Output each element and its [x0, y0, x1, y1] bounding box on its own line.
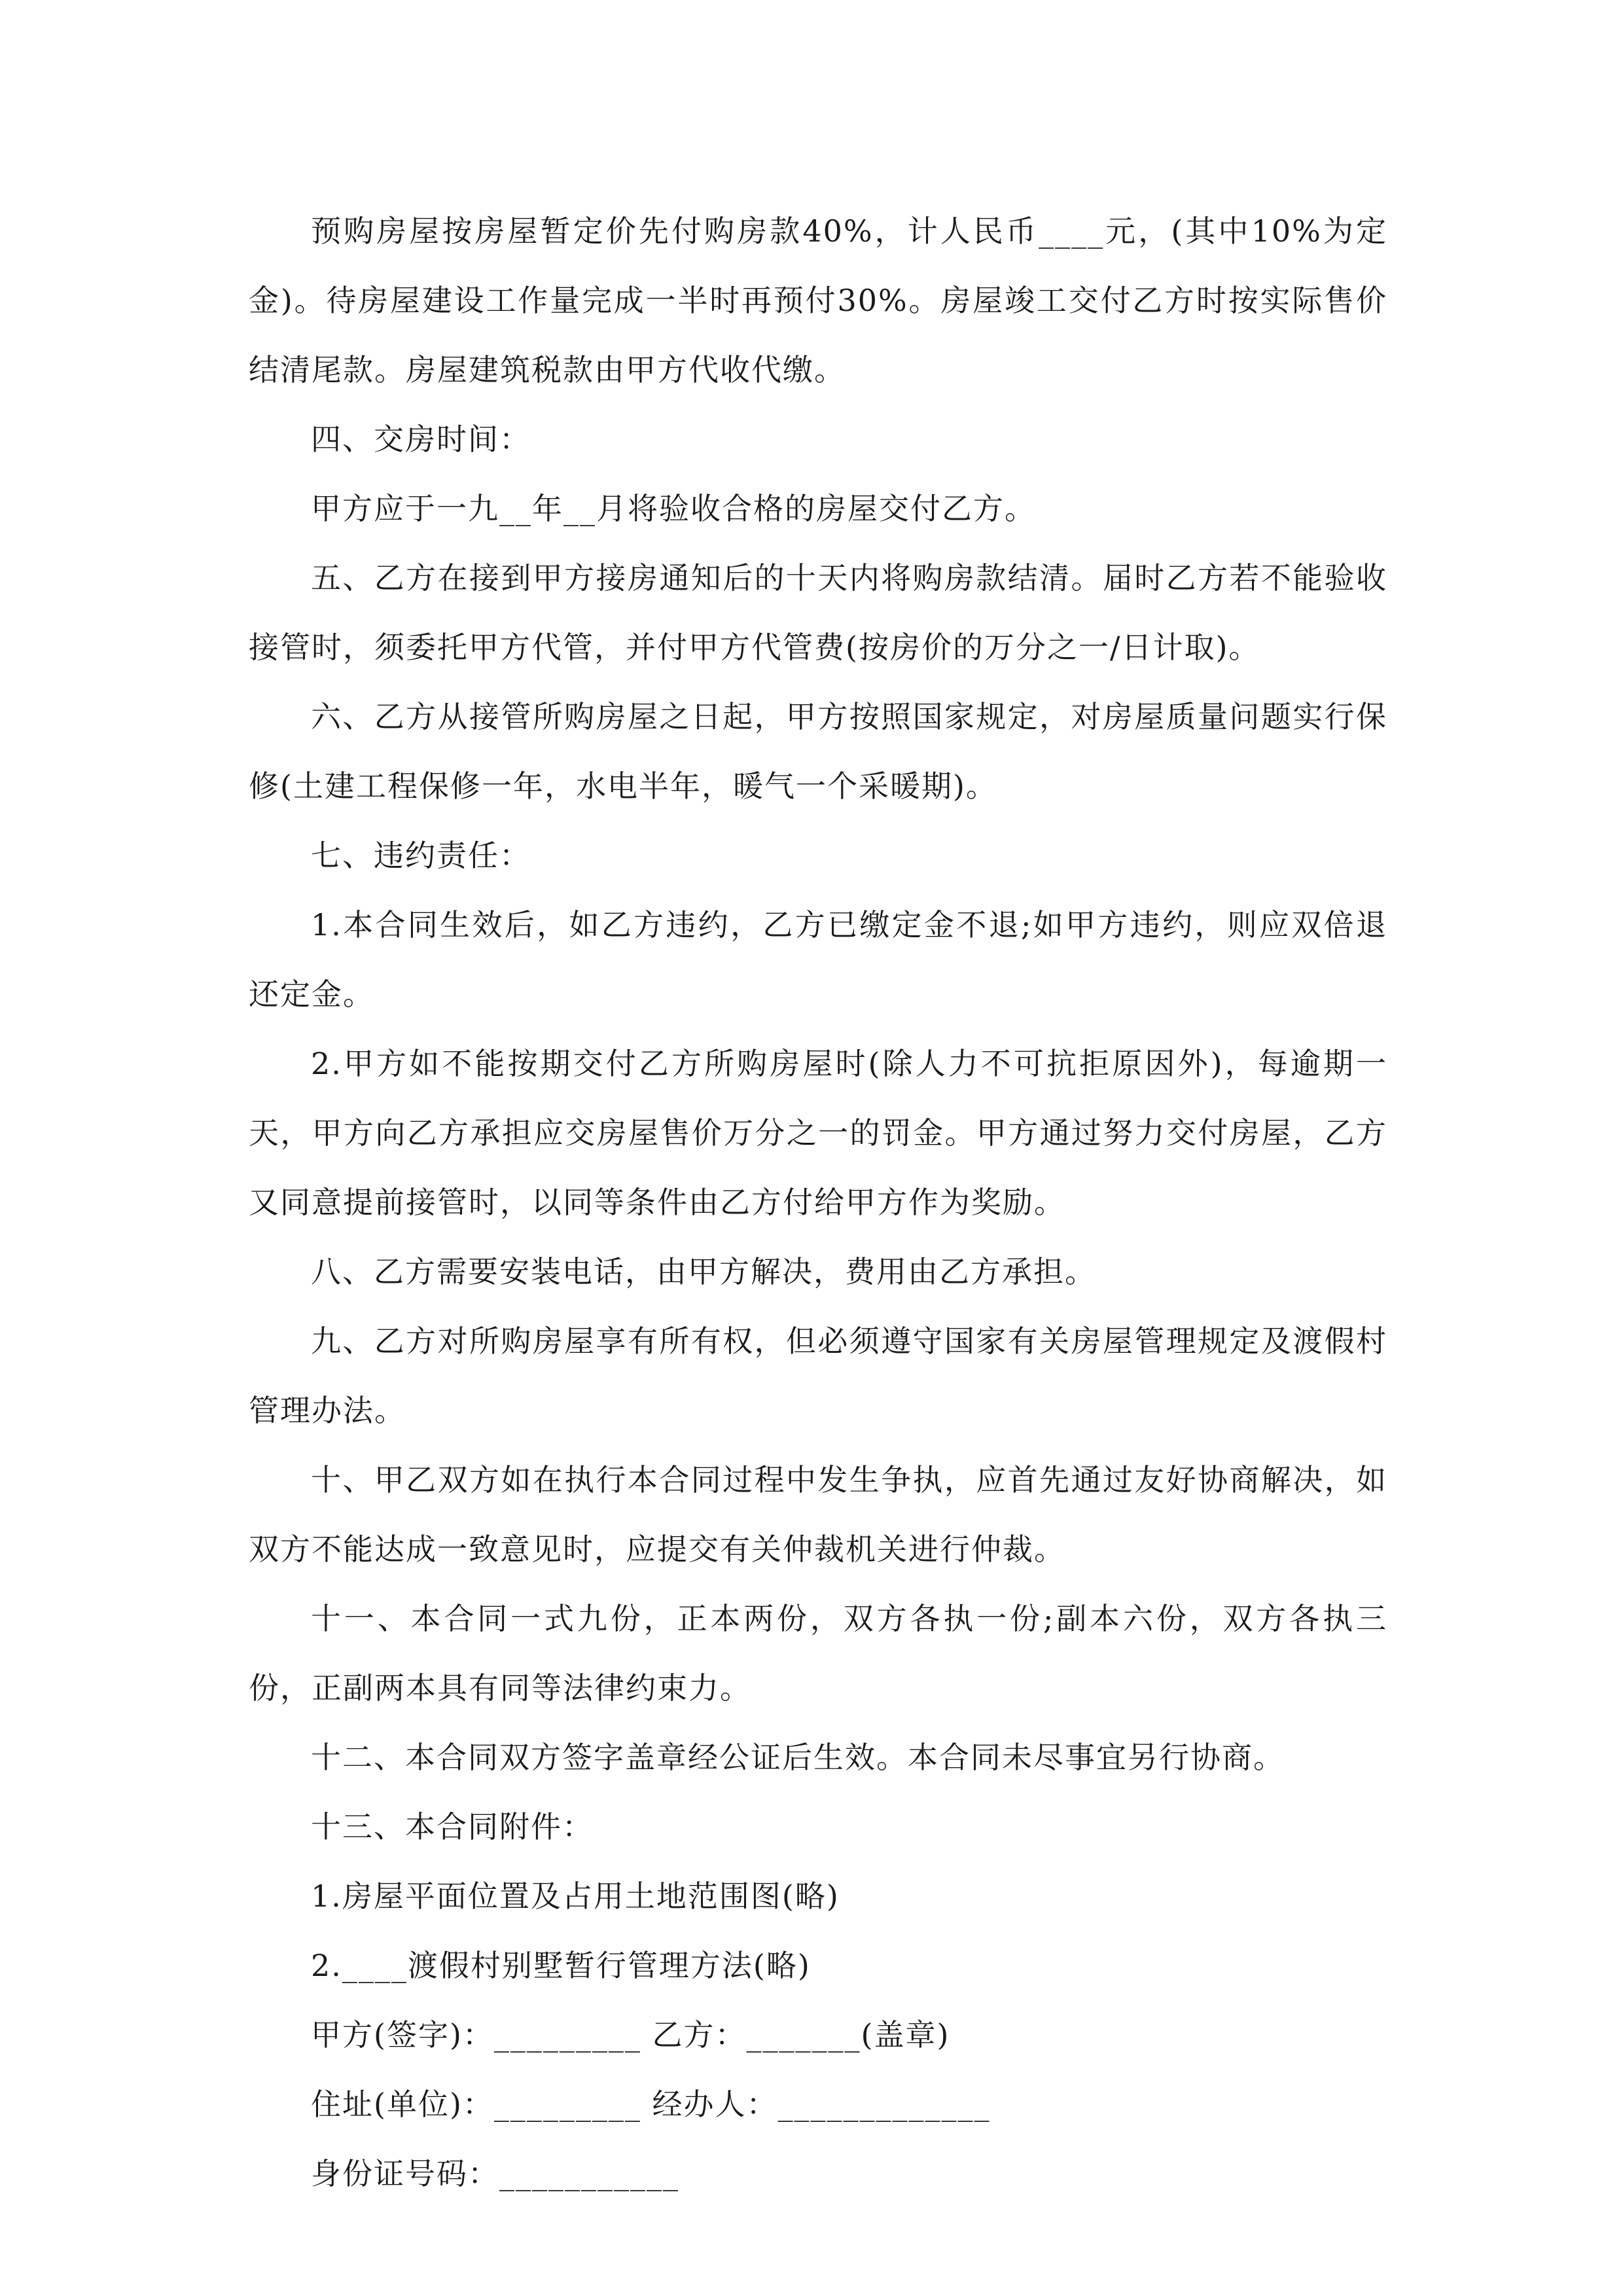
contract-body: [249, 196, 1387, 2208]
section-10-paragraph: 十、甲乙双方如在执行本合同过程中发生争执，应首先通过友好协商解决，如双方不能达成一致意见时，应提交有关仲裁机关进行仲裁。: [249, 1462, 1387, 1567]
section-9-paragraph: 九、乙方对所购房屋享有所有权，但必须遵守国家有关房屋管理规定及渡假村管理办法。: [249, 1323, 1387, 1428]
breach-clause-2: 2.甲方如不能按期交付乙方所购房屋时(除人力不可抗拒原因外)，每逾期一天，甲方向乙方承担应交房屋售价万分之一的罚金。甲方通过努力交付房屋，乙方又同意提前接管时，以同等条件由乙方付给甲方作为奖励。: [249, 1046, 1387, 1220]
attachment-2: 2.____渡假村别墅暂行管理方法(略): [311, 1948, 811, 1983]
section-6-paragraph: 六、乙方从接管所购房屋之日起，甲方按照国家规定，对房屋质量问题实行保修(土建工程保修一年，水电半年，暖气一个采暖期)。: [249, 699, 1387, 804]
section-5-paragraph: 五、乙方在接到甲方接房通知后的十天内将购房款结清。届时乙方若不能验收接管时，须委托甲方代管，并付甲方代管费(按房价的万分之一/日计取)。: [249, 560, 1387, 665]
party-a-signature-line: 甲方(签字)：_________ 乙方：_______(盖章): [311, 2017, 950, 2053]
section-11-paragraph: 十一、本合同一式九份，正本两份，双方各执一份;副本六份，双方各执三份，正副两本具有同等法律约束力。: [249, 1601, 1387, 1706]
section-13-heading: 十三、本合同附件：: [311, 1809, 594, 1844]
section-8-paragraph: 八、乙方需要安装电话，由甲方解决，费用由乙方承担。: [311, 1254, 1096, 1289]
id-number-line: 身份证号码：___________: [311, 2156, 679, 2191]
payment-terms-paragraph: 预购房屋按房屋暂定价先付购房款40%，计人民币____元，(其中10%为定金)。待房屋建设工作量完成一半时再预付30%。房屋竣工交付乙方时按实际售价结清尾款。房屋建筑税款由甲方代收代缴。: [249, 213, 1387, 387]
breach-clause-1: 1.本合同生效后，如乙方违约，乙方已缴定金不退;如甲方违约，则应双倍退还定金。: [249, 907, 1387, 1012]
delivery-time-paragraph: 甲方应于一九__年__月将验收合格的房屋交付乙方。: [311, 491, 1036, 526]
section-7-heading: 七、违约责任：: [311, 838, 531, 873]
section-12-paragraph: 十二、本合同双方签字盖章经公证后生效。本合同未尽事宜另行协商。: [311, 1740, 1285, 1775]
attachment-1: 1.房屋平面位置及占用土地范围图(略): [311, 1878, 840, 1914]
section-4-heading: 四、交房时间：: [311, 422, 531, 457]
address-line: 住址(单位)：_________ 经办人：_____________: [311, 2087, 991, 2122]
